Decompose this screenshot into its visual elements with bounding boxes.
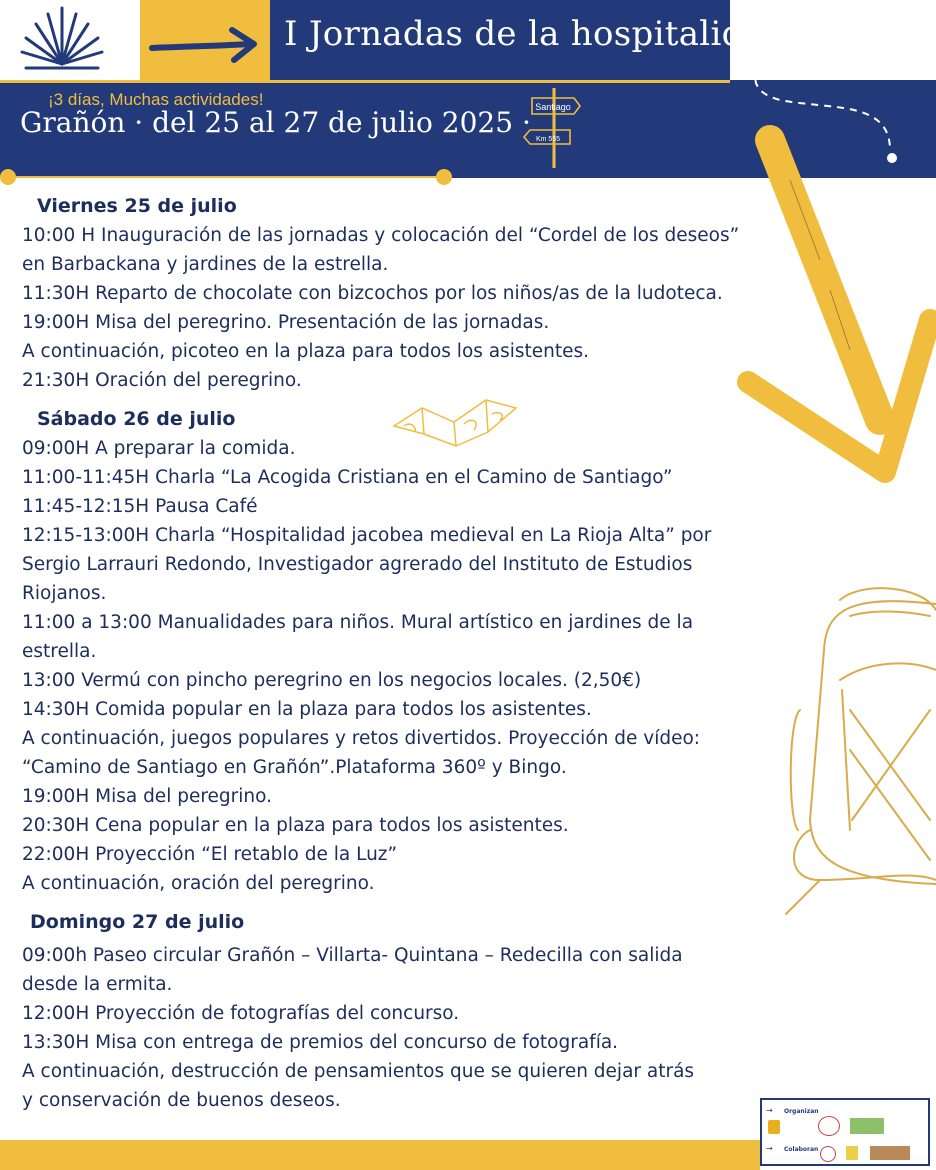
program-line: 11:00-11:45H Charla “La Acogida Cristiana en el Camino de Santiago” (22, 467, 673, 488)
event-dates: Grañón · del 25 al 27 de julio 2025 · (20, 106, 531, 139)
signpost-icon (522, 86, 586, 170)
header-divider (0, 80, 730, 83)
program-line: desde la ermita. (22, 974, 173, 995)
sunburst-icon (0, 0, 140, 80)
program-line: 11:30H Reparto de chocolate con bizcochos por los niños/as de la ludoteca. (22, 283, 723, 304)
program-line: 12:15-13:00H Charla “Hospitalidad jacobea medieval en La Rioja Alta” por (22, 525, 712, 546)
program-line: 09:00H A preparar la comida. (22, 438, 296, 459)
program-line: en Barbackana y jardines de la estrella. (22, 254, 389, 275)
day-friday (22, 192, 802, 395)
program-line: 11:00 a 13:00 Manualidades para niños. Mural artístico en jardines de la (22, 612, 694, 633)
footer-bar (0, 1140, 760, 1170)
day-title-friday: Viernes 25 de julio (37, 195, 237, 217)
program-line: Sergio Larrauri Redondo, Investigador agrerado del Instituto de Estudios (22, 554, 693, 575)
day-title-sunday: Domingo 27 de julio (30, 911, 245, 933)
program-line: y conservación de buenos deseos. (22, 1090, 341, 1111)
coat-of-arms-logo (768, 1120, 780, 1134)
tagline: ¡3 días, Muchas actividades! (48, 90, 264, 109)
program-line: 19:00H Misa del peregrino. (22, 786, 273, 807)
program-line: A continuación, oración del peregrino. (22, 873, 375, 894)
backpack-icon (780, 580, 936, 920)
bullet-dot (0, 169, 16, 185)
day-saturday (22, 405, 802, 898)
arrow-right-icon: → (766, 1106, 773, 1115)
arrow-right-icon (140, 0, 270, 80)
program-line: A continuación, juegos populares y retos divertidos. Proyección de vídeo: (22, 728, 701, 749)
program-line: “Camino de Santiago en Grañón”.Plataforma 360º y Bingo. (22, 757, 567, 778)
parish-logo (818, 1116, 840, 1136)
ludoteca-logo (850, 1118, 884, 1134)
collaborator-logo (870, 1146, 910, 1160)
program-line: 10:00 H Inauguración de las jornadas y colocación del “Cordel de los deseos” (22, 225, 740, 246)
program-line: A continuación, picoteo en la plaza para todos los asistentes. (22, 341, 590, 362)
program-line: 09:00h Paseo circular Grañón – Villarta- Quintana – Redecilla con salida (22, 945, 683, 966)
program-line: 21:30H Oración del peregrino. (22, 370, 302, 391)
program-line: 11:45-12:15H Pausa Café (22, 496, 258, 517)
page-title: I Jornadas de la hospitalidad (284, 14, 787, 54)
program-line: 19:00H Misa del peregrino. Presentación de las jornadas. (22, 312, 550, 333)
program-line: 13:30H Misa con entrega de premios del concurso de fotografía. (22, 1032, 619, 1053)
signpost-bottom-label: Km 555 (535, 136, 561, 143)
day-sunday (22, 908, 802, 1115)
day-title-saturday: Sábado 26 de julio (37, 408, 236, 430)
program-line: 20:30H Cena popular en la plaza para todos los asistentes. (22, 815, 569, 836)
program-line: 14:30H Comida popular en la plaza para todos los asistentes. (22, 699, 592, 720)
sponsor-logos-box (760, 1098, 930, 1166)
program-line: 13:00 Vermú con pincho peregrino en los negocios locales. (2,50€) (22, 670, 642, 691)
program-line: Riojanos. (22, 583, 107, 604)
program-line: 12:00H Proyección de fotografías del concurso. (22, 1003, 460, 1024)
program-line: estrella. (22, 641, 97, 662)
header-logo-area (0, 0, 140, 80)
colaboran-label: Colaboran (784, 1146, 819, 1153)
program-content (22, 192, 802, 1125)
organizan-label: Organizan (784, 1108, 819, 1115)
signpost-top-label: Santiago (535, 102, 571, 112)
bullet-dot (436, 169, 452, 185)
collaborator-logo (846, 1146, 858, 1160)
program-line: 22:00H Proyección “El retablo de la Luz” (22, 844, 398, 865)
header-arrow-area (140, 0, 270, 80)
collaborator-logo (820, 1146, 836, 1162)
program-line: A continuación, destrucción de pensamientos que se quieren dejar atrás (22, 1061, 695, 1082)
arrow-right-icon: → (766, 1144, 773, 1153)
header-bottom-line (8, 176, 444, 178)
